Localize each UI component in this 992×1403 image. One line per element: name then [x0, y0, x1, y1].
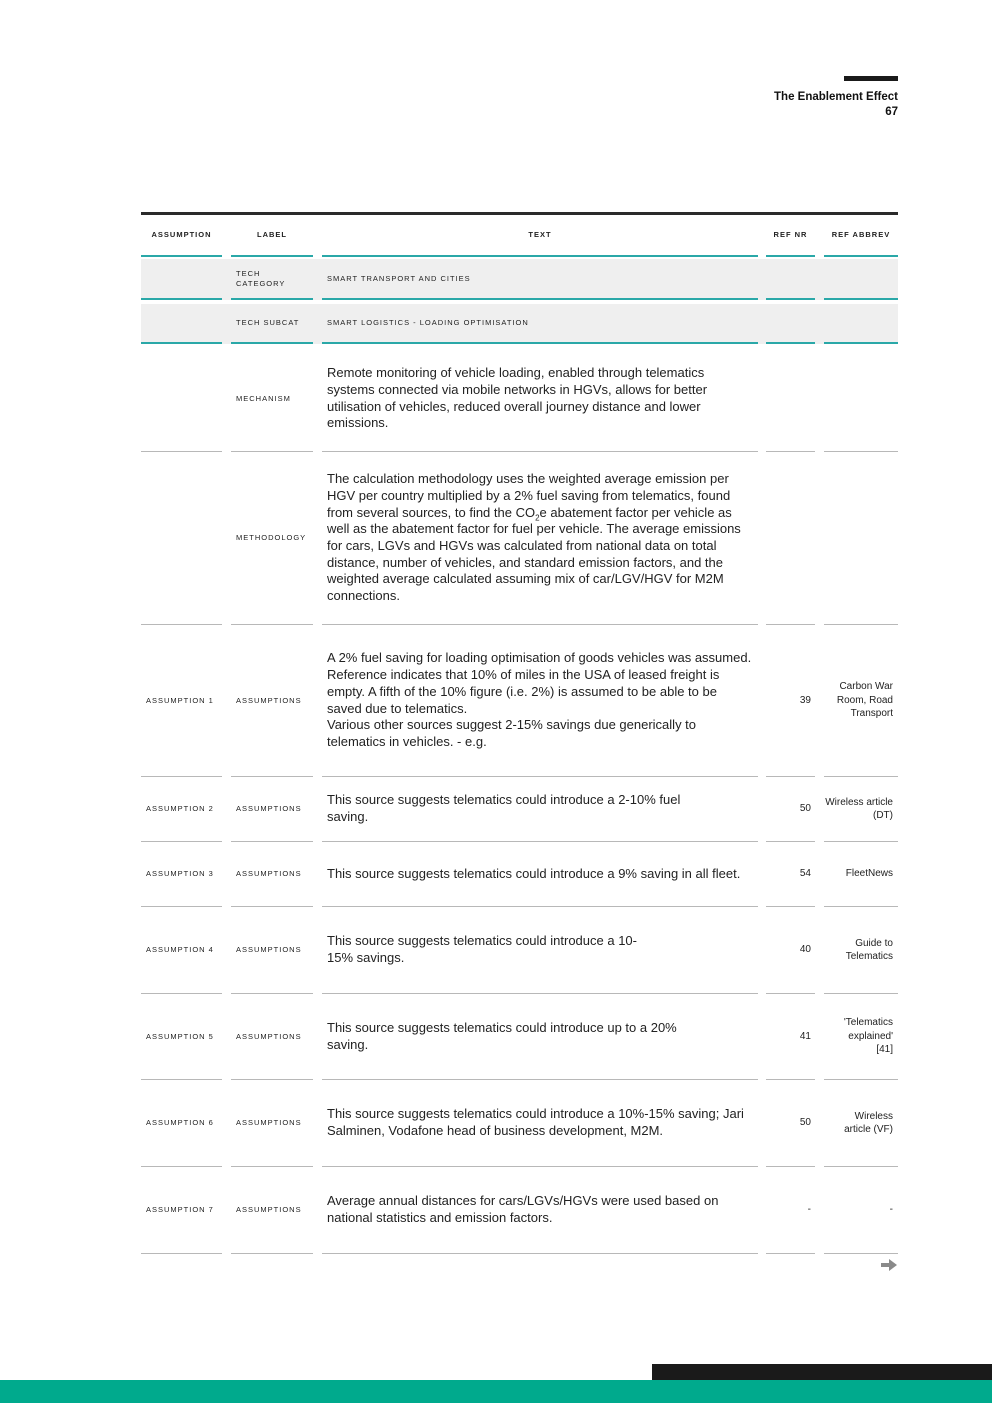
document-title: The Enablement Effect: [774, 91, 898, 103]
assumption-id: ASSUMPTION 7: [146, 1205, 214, 1214]
assumption-row-6: [141, 1080, 898, 1167]
assumption-label: ASSUMPTIONS: [236, 1118, 302, 1127]
assumption-text: Average annual distances for cars/LGVs/HGVs were used based on national statistics and emission factors.: [327, 1193, 719, 1225]
methodology-label: METHODOLOGY: [236, 533, 307, 542]
assumption-id: ASSUMPTION 4: [146, 945, 214, 954]
ref-abbrev: -: [889, 1204, 893, 1216]
ref-abbrev: Guide to Telematics: [845, 937, 893, 962]
col-header-assumption: ASSUMPTION: [141, 215, 222, 257]
tech-subcat-row: [141, 304, 898, 344]
tech-category-value: SMART TRANSPORT AND CITIES: [327, 273, 471, 283]
assumption-row-7: [141, 1167, 898, 1254]
assumption-id: ASSUMPTION 3: [146, 869, 214, 878]
arrow-right-icon[interactable]: [880, 1257, 898, 1273]
ref-abbrev: Wireless article (VF): [844, 1110, 893, 1135]
tech-subcat-value: SMART LOGISTICS - LOADING OPTIMISATION: [327, 318, 529, 327]
col-header-ref-nr: REF NR: [766, 215, 815, 257]
assumption-id: ASSUMPTION 2: [146, 804, 214, 813]
col-header-ref-abbrev: REF ABBREV: [824, 215, 898, 257]
page-number: 67: [885, 106, 898, 118]
ref-nr: 50: [799, 1117, 811, 1129]
mechanism-label: MECHANISM: [236, 393, 291, 403]
methodology-row: [141, 452, 898, 625]
assumption-id: ASSUMPTION 6: [146, 1118, 214, 1127]
mechanism-row: [141, 346, 898, 452]
assumption-row-4: [141, 907, 898, 994]
assumption-label: ASSUMPTIONS: [236, 945, 302, 954]
ref-abbrev: Wireless article (DT): [825, 796, 893, 821]
assumption-label: ASSUMPTIONS: [236, 1205, 302, 1214]
table-header-row: [141, 215, 898, 257]
footer-teal-bar: [0, 1380, 992, 1403]
tech-category-label: TECH CATEGORY: [236, 268, 286, 288]
ref-abbrev: 'Telematics explained' [41]: [843, 1017, 893, 1056]
assumption-row-3: [141, 842, 898, 907]
assumption-label: ASSUMPTIONS: [236, 1031, 302, 1041]
assumption-text: A 2% fuel saving for loading optimisation of goods vehicles was assumed. Reference indicates that 10% of miles in the USA of leased freight is empty. A fifth of the 10% figure (i.e. 2%) is assumed to be able to be saved due to telematics. Various other sources suggest 2-15% savings due generically to telematics in vehicles. - e.g.: [327, 650, 752, 749]
assumption-text: This source suggests telematics could introduce a 10-15% savings.: [327, 933, 637, 965]
ref-nr: 41: [799, 1030, 811, 1042]
assumption-text: This source suggests telematics could introduce up to a 20% saving.: [327, 1019, 677, 1052]
ref-abbrev: Carbon War Room, Road Transport: [836, 681, 893, 720]
methodology-text: The calculation methodology uses the weighted average emission per HGV per country multiplied by a 2% fuel saving from telematics, found from several sources, to find the $CO_2e$ abatement factor per vehicle as well as the abatement factor for fuel per vehicle. The average emissions for cars, LGVs and HGVs was calculated from national data on total distance, number of vehicles, and standard emission factors, and the weighted average calculated assuming mix of car/LGV/HGV for M2M connections.: [327, 471, 741, 604]
col-header-text: TEXT: [322, 215, 758, 257]
assumption-row-5: [141, 994, 898, 1080]
assumption-text: This source suggests telematics could introduce a 10%-15% saving; Jari Salminen, Vodafone head of business development, M2M.: [327, 1106, 744, 1138]
ref-nr: 54: [799, 868, 811, 880]
ref-abbrev: FleetNews: [845, 868, 893, 880]
tech-category-row: [141, 259, 898, 300]
assumption-label: ASSUMPTIONS: [236, 869, 302, 878]
header-bar: [844, 76, 898, 81]
ref-nr: 40: [799, 944, 811, 956]
assumption-label: ASSUMPTIONS: [236, 695, 302, 705]
ref-nr: 39: [799, 694, 811, 706]
col-header-label: LABEL: [231, 215, 313, 257]
ref-nr: -: [807, 1204, 811, 1216]
tech-subcat-label: TECH SUBCAT: [236, 318, 300, 327]
footer-dark-bar: [652, 1364, 992, 1380]
ref-nr: 50: [799, 803, 811, 815]
assumption-row-2: [141, 777, 898, 842]
assumption-id: ASSUMPTION 5: [146, 1031, 214, 1041]
mechanism-text: Remote monitoring of vehicle loading, enabled through telematics systems connected via mobile networks in HGVs, allows for better utilisation of vehicles, reduced overall journey distance and lower emissions.: [327, 365, 708, 431]
assumption-label: ASSUMPTIONS: [236, 804, 302, 813]
assumption-text: This source suggests telematics could introduce a 2-10% fuel saving.: [327, 792, 681, 824]
assumption-row-1: [141, 625, 898, 777]
assumption-id: ASSUMPTION 1: [146, 695, 214, 705]
assumption-text: This source suggests telematics could introduce a 9% saving in all fleet.: [327, 865, 741, 881]
